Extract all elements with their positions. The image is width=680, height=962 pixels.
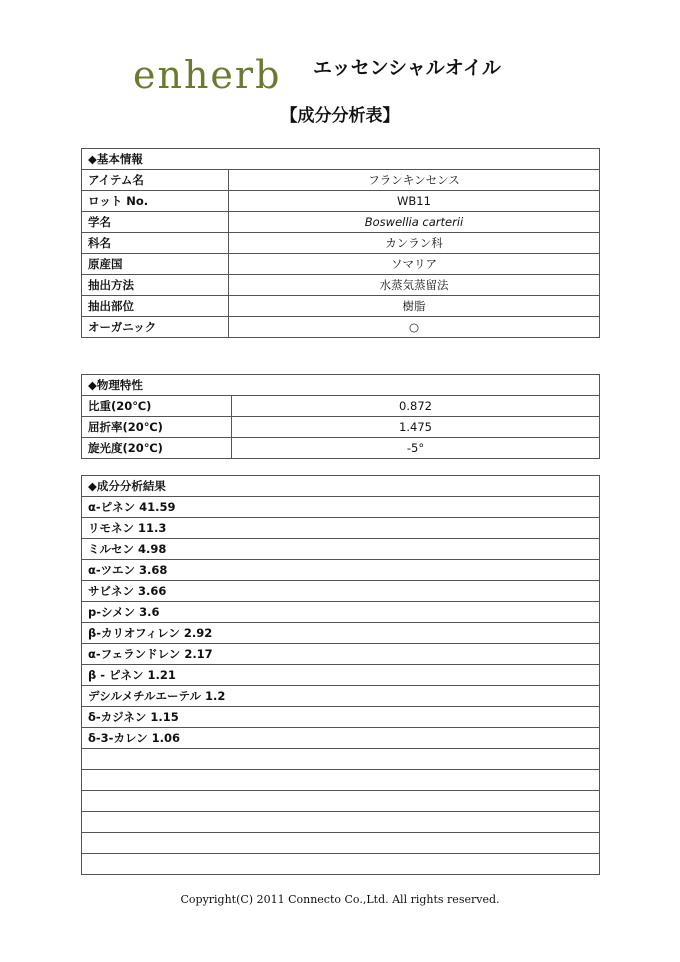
- row-value: 1.475: [232, 417, 600, 438]
- row-label: 抽出方法: [82, 275, 229, 296]
- table-row: [82, 254, 600, 275]
- table-row: [82, 317, 600, 338]
- table-row: [82, 623, 600, 644]
- table-row: [82, 233, 600, 254]
- component-entry: δ-カジネン 1.15: [82, 707, 600, 728]
- table-row: [82, 665, 600, 686]
- table-row: [82, 497, 600, 518]
- table-row: [82, 396, 600, 417]
- component-entry: β-カリオフィレン 2.92: [82, 623, 600, 644]
- table-row: [82, 770, 600, 791]
- row-label: アイテム名: [82, 170, 229, 191]
- table-row: [82, 749, 600, 770]
- table-row: [82, 728, 600, 749]
- table-row: [82, 212, 600, 233]
- section-heading: ◆成分分析結果: [82, 476, 600, 497]
- row-value: WB11: [229, 191, 600, 212]
- row-label: 原産国: [82, 254, 229, 275]
- table-row: [82, 833, 600, 854]
- document-title: エッセンシャルオイル: [313, 57, 501, 79]
- component-entry: デシルメチルエーテル 1.2: [82, 686, 600, 707]
- row-label: 学名: [82, 212, 229, 233]
- table-row: [82, 854, 600, 875]
- row-label: 比重(20℃): [82, 396, 232, 417]
- table-row: [82, 812, 600, 833]
- component-entry: ミルセン 4.98: [82, 539, 600, 560]
- row-label: 旋光度(20℃): [82, 438, 232, 459]
- basic-info-table: [81, 148, 600, 338]
- row-value: フランキンセンス: [229, 170, 600, 191]
- copyright-notice: Copyright(C) 2011 Connecto Co.,Ltd. All rights reserved.: [180, 893, 500, 906]
- table-row: [82, 275, 600, 296]
- row-label: オーガニック: [82, 317, 229, 338]
- table-row: [82, 602, 600, 623]
- component-entry: リモネン 11.3: [82, 518, 600, 539]
- row-value: ○: [229, 317, 600, 338]
- table-row: [82, 581, 600, 602]
- component-entry: β - ピネン 1.21: [82, 665, 600, 686]
- component-entry: [82, 833, 600, 854]
- table-row: [82, 686, 600, 707]
- table-row: [82, 191, 600, 212]
- component-entry: δ-3-カレン 1.06: [82, 728, 600, 749]
- component-entry: α-ツエン 3.68: [82, 560, 600, 581]
- row-value: 樹脂: [229, 296, 600, 317]
- row-value: 水蒸気蒸留法: [229, 275, 600, 296]
- row-value: ソマリア: [229, 254, 600, 275]
- component-entry: [82, 770, 600, 791]
- table-row: [82, 560, 600, 581]
- component-entry: [82, 854, 600, 875]
- physical-properties-table: [81, 374, 600, 459]
- section-heading: ◆基本情報: [82, 149, 600, 170]
- row-label: ロット No.: [82, 191, 229, 212]
- component-entry: [82, 749, 600, 770]
- composition-analysis-table: [81, 475, 600, 875]
- row-value: Boswellia carterii: [229, 212, 600, 233]
- component-entry: α-ピネン 41.59: [82, 497, 600, 518]
- table-header-row: [82, 149, 600, 170]
- component-entry: α-フェランドレン 2.17: [82, 644, 600, 665]
- table-header-row: [82, 476, 600, 497]
- component-entry: p-シメン 3.6: [82, 602, 600, 623]
- table-row: [82, 518, 600, 539]
- component-entry: サビネン 3.66: [82, 581, 600, 602]
- section-heading: ◆物理特性: [82, 375, 600, 396]
- table-row: [82, 438, 600, 459]
- brand-logo: enherb: [133, 53, 282, 97]
- row-label: 科名: [82, 233, 229, 254]
- table-row: [82, 707, 600, 728]
- table-row: [82, 791, 600, 812]
- row-label: 屈折率(20℃): [82, 417, 232, 438]
- table-header-row: [82, 375, 600, 396]
- document-subtitle: 【成分分析表】: [280, 106, 400, 126]
- table-row: [82, 170, 600, 191]
- row-label: 抽出部位: [82, 296, 229, 317]
- row-value: カンラン科: [229, 233, 600, 254]
- component-entry: [82, 812, 600, 833]
- table-row: [82, 539, 600, 560]
- component-entry: [82, 791, 600, 812]
- table-row: [82, 296, 600, 317]
- table-row: [82, 417, 600, 438]
- row-value: -5°: [232, 438, 600, 459]
- row-value: 0.872: [232, 396, 600, 417]
- table-row: [82, 644, 600, 665]
